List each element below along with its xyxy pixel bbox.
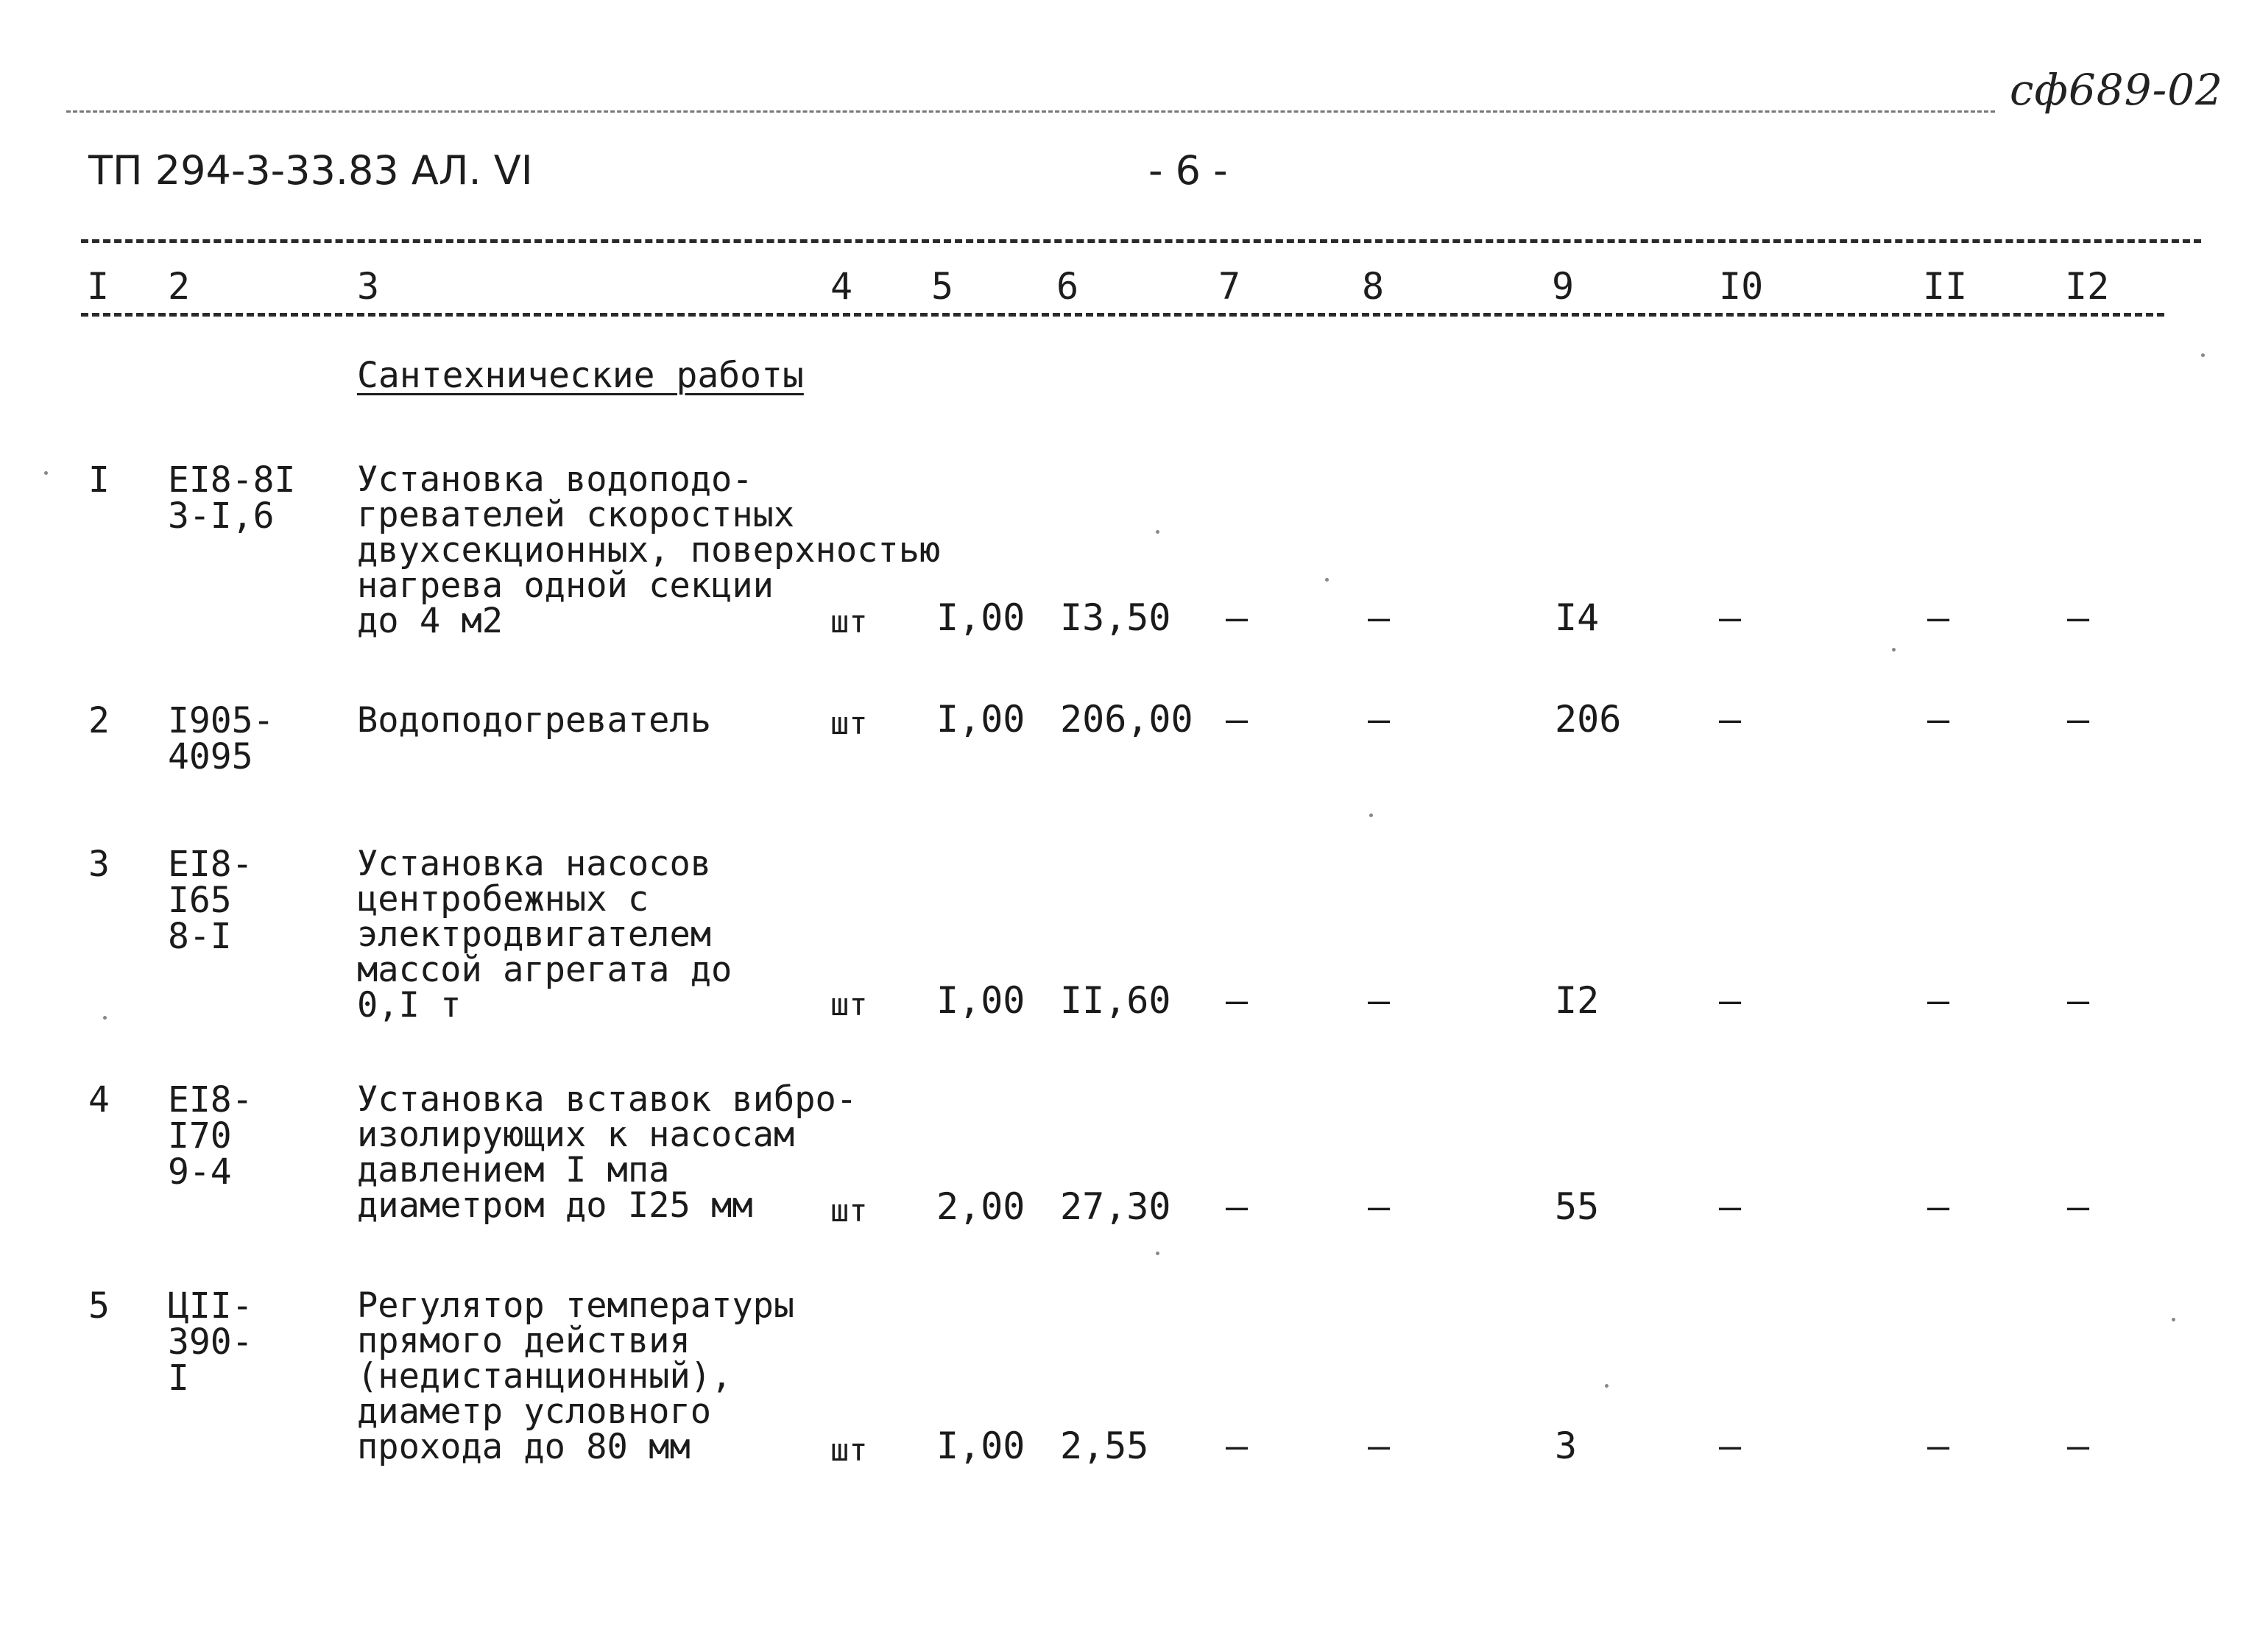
row-total: I2 [1555, 979, 1600, 1022]
row-unit: шт [830, 986, 868, 1023]
row-number: 3 [88, 844, 110, 885]
row-col11: – [1927, 698, 1950, 741]
scan-speck [44, 471, 48, 475]
row-description: Установка насосов центробежных с электродвигателем массой агрегата до 0,I т [357, 844, 732, 1026]
row-col8: – [1368, 1425, 1391, 1467]
header-separator [81, 239, 2201, 243]
row-col12: – [2067, 596, 2090, 639]
row-code: EI8- I65 8-I [168, 844, 253, 957]
row-col7: – [1226, 979, 1249, 1022]
row-col8: – [1368, 1185, 1391, 1228]
row-col12: – [2067, 1185, 2090, 1228]
row-quantity: I,00 [936, 1425, 1025, 1467]
row-col11: – [1927, 596, 1950, 639]
row-col7: – [1226, 1425, 1249, 1467]
row-number: 2 [88, 700, 110, 741]
row-description: Установка вставок вибро- изолирующих к насосам давлением I мпа диаметром до I25 мм [357, 1079, 858, 1226]
column-number: 4 [830, 265, 853, 308]
row-number: 5 [88, 1285, 110, 1327]
scan-speck [1156, 530, 1159, 534]
row-description: Регулятор температуры прямого действия (недистанционный), диаметр условного прохода до 80 мм [357, 1285, 795, 1467]
scan-speck [1325, 578, 1329, 582]
row-col12: – [2067, 698, 2090, 741]
row-code: I905- 4095 [168, 700, 275, 777]
row-quantity: I,00 [936, 979, 1025, 1022]
top-rule [66, 110, 1995, 113]
row-description: Установка водоподо- гревателей скоростных двухсекционных, поверхностью нагрева одной секции до 4 м2 [357, 459, 941, 641]
row-col8: – [1368, 596, 1391, 639]
row-col10: – [1719, 596, 1742, 639]
column-number: I2 [2065, 265, 2110, 308]
scan-speck [2201, 353, 2205, 357]
column-number: 9 [1552, 265, 1575, 308]
row-unit: шт [830, 1193, 868, 1229]
row-total: I4 [1555, 596, 1600, 639]
document-code: ТП 294-3-33.83 АЛ. VI [88, 147, 533, 194]
row-col10: – [1719, 698, 1742, 741]
column-number: 7 [1218, 265, 1241, 308]
row-total: 55 [1555, 1185, 1600, 1228]
row-col11: – [1927, 979, 1950, 1022]
column-number: I0 [1719, 265, 1764, 308]
column-number: 6 [1056, 265, 1079, 308]
row-col11: – [1927, 1185, 1950, 1228]
row-col10: – [1719, 1185, 1742, 1228]
column-number: I [87, 265, 110, 308]
row-price: I3,50 [1060, 596, 1171, 639]
row-code: ЦII- 390- I [168, 1285, 253, 1399]
row-code: EI8-8I 3-I,6 [168, 459, 296, 537]
scan-speck [103, 1016, 107, 1020]
row-total: 206 [1555, 698, 1622, 741]
scan-speck [1892, 648, 1896, 652]
column-number: 5 [931, 265, 954, 308]
row-number: 4 [88, 1079, 110, 1120]
scan-speck [2172, 1318, 2175, 1321]
row-price: II,60 [1060, 979, 1171, 1022]
row-price: 27,30 [1060, 1185, 1171, 1228]
row-unit: шт [830, 705, 868, 741]
row-total: 3 [1555, 1425, 1578, 1467]
row-col8: – [1368, 698, 1391, 741]
archive-stamp: сф689-02 [2010, 65, 2223, 115]
column-number: 3 [357, 265, 380, 308]
row-col12: – [2067, 1425, 2090, 1467]
row-unit: шт [830, 604, 868, 640]
scan-speck [1156, 1252, 1159, 1255]
row-col7: – [1226, 698, 1249, 741]
row-number: I [88, 459, 110, 501]
sheet-number: - 6 - [1148, 147, 1228, 194]
row-quantity: 2,00 [936, 1185, 1025, 1228]
scan-speck [1369, 813, 1373, 817]
column-number: II [1923, 265, 1968, 308]
row-description: Водоподогреватель [357, 700, 712, 741]
column-number: 8 [1362, 265, 1385, 308]
row-col10: – [1719, 1425, 1742, 1467]
row-col8: – [1368, 979, 1391, 1022]
column-header-rule [81, 313, 2164, 317]
row-price: 2,55 [1060, 1425, 1149, 1467]
row-col12: – [2067, 979, 2090, 1022]
row-quantity: I,00 [936, 596, 1025, 639]
row-quantity: I,00 [936, 698, 1025, 741]
row-col7: – [1226, 1185, 1249, 1228]
row-price: 206,00 [1060, 698, 1193, 741]
row-col11: – [1927, 1425, 1950, 1467]
row-unit: шт [830, 1432, 868, 1468]
row-code: EI8- I70 9-4 [168, 1079, 253, 1193]
section-title: Сантехнические работы [357, 355, 804, 396]
column-number: 2 [168, 265, 191, 308]
row-col10: – [1719, 979, 1742, 1022]
row-col7: – [1226, 596, 1249, 639]
scan-speck [1605, 1384, 1609, 1388]
